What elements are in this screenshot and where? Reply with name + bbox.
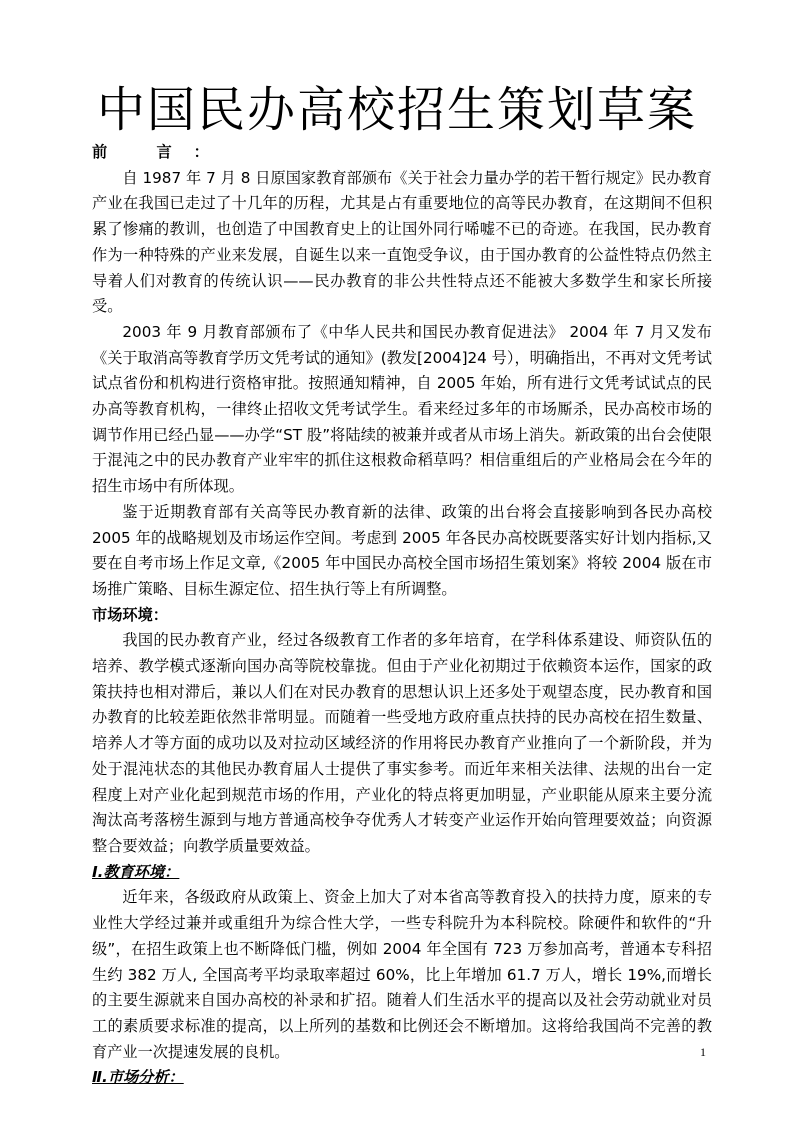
page-number: 1 [700, 1045, 706, 1059]
section-heading-market: 市场环境： [92, 605, 168, 624]
preface-paragraph-1: 自 1987 年 7 月 8 日原国家教育部颁布《关于社会力量办学的若干暂行规定》民办教育产业在我国已走过了十几年的历程，尤其是占有重要地位的高等民办教育，在这期间不但积累了惨痛的教训，也创造了中国教育史上的让国外同行唏嘘不已的奇迹。在我国，民办教育作为一种特殊的产业来发展，自诞生以来一直饱受争议，由于国办教育的公益性特点仍然主导着人们对教育的传统认识——民办教育的非公共性特点还不能被大多数学生和家长所接受。 [92, 168, 712, 316]
subsection-heading-education: Ⅰ.教育环境： [92, 862, 180, 881]
document-title: 中国民办高校招生策划草案 [96, 82, 697, 138]
subsection-heading-analysis: Ⅱ.市场分析： [92, 1068, 184, 1087]
section-heading-preface: 前 言： [92, 143, 231, 161]
preface-paragraph-2: 2003 年 9 月教育部颁布了《中华人民共和国民办教育促进法》 2004 年 7 月又发布《关于取消高等教育学历文凭考试的通知》(教发[2004]24 号），明确指出，不再对文凭考试试点省份和机构进行资格审批。按照通知精神，自 2005 年始，所有进行文凭考试试点的民办高等教育机构，一律终止招收文凭考试学生。看来经过多年的市场厮杀，民办高校市场的调节作用已经凸显——办学“ST 股”将陆续的被兼并或者从市场上消失。新政策的出台会使限于混沌之中的民办教育产业牢牢的抓住这根救命稻草吗？相信重组后的产业格局会在今年的招生市场中有所体现。 [92, 322, 712, 496]
preface-paragraph-3: 鉴于近期教育部有关高等民办教育新的法律、政策的出台将会直接影响到各民办高校 2005 年的战略规划及市场运作空间。考虑到 2005 年各民办高校既要落实好计划内指标,又要在自考市场上作足文章,《2005 年中国民办高校全国市场招生策划案》将较 2004 版在市场推广策略、目标生源定位、招生执行等上有所调整。 [92, 502, 712, 598]
document-body [92, 140, 712, 1091]
education-paragraph-1: 近年来，各级政府从政策上、资金上加大了对本省高等教育投入的扶持力度，原来的专业性大学经过兼并或重组升为综合性大学，一些专科院升为本科院校。除硬件和软件的“升级”，在招生政策上也不断降低门槛，例如 2004 年全国有 723 万参加高考，普通本专科招生约 382 万人, 全国高考平均录取率超过 60%，比上年增加 61.7 万人，增长 19%,而增长的主要生源就来自国办高校的补录和扩招。随着人们生活水平的提高以及社会劳动就业对员工的素质要求标准的提高，以上所列的基数和比例还会不断增加。这将给我国尚不完善的教育产业一次提速发展的良机。 [92, 888, 712, 1061]
market-paragraph-1: 我国的民办教育产业，经过各级教育工作者的多年培育，在学科体系建设、师资队伍的培养、教学模式逐渐向国办高等院校靠拢。但由于产业化初期过于依赖资本运作，国家的政策扶持也相对滞后，兼以人们在对民办教育的思想认识上还多处于观望态度，民办教育和国办教育的比较差距依然非常明显。而随着一些受地方政府重点扶持的民办高校在招生数量、培养人才等方面的成功以及对拉动区域经济的作用将民办教育产业推向了一个新阶段，并为处于混沌状态的其他民办教育届人士提供了事实参考。而近年来相关法律、法规的出台一定程度上对产业化起到规范市场的作用，产业化的特点将更加明显，产业职能从原来主要分流淘汰高考落榜生源到与地方普通高校争夺优秀人才转变产业运作开始向管理要效益；向资源整合要效益；向教学质量要效益。 [92, 631, 712, 855]
